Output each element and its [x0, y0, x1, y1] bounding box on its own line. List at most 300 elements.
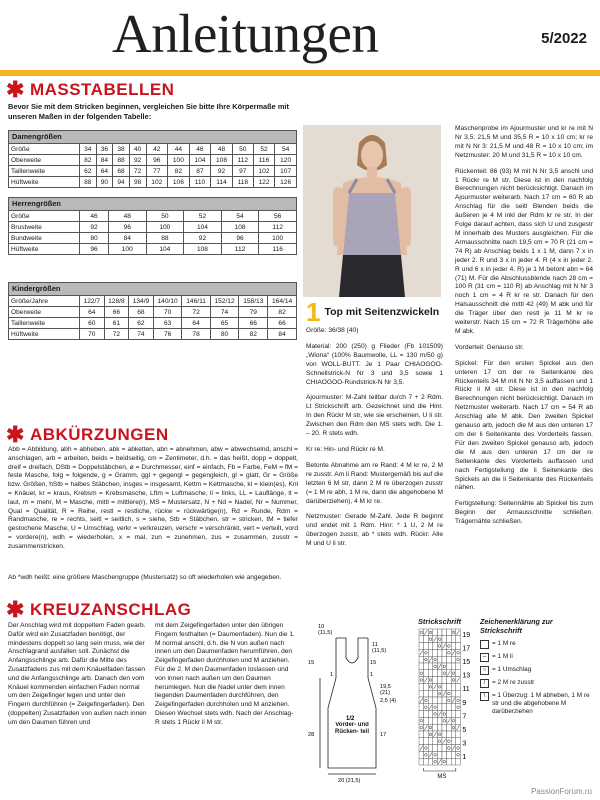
damen-cell: 64	[96, 166, 113, 177]
pattern-title: Top mit Seitenzwickeln	[324, 306, 440, 318]
chart-cell	[456, 731, 461, 738]
chart-cell	[437, 751, 442, 758]
chart-cell	[442, 717, 447, 724]
chart-cell	[437, 697, 442, 704]
pattern-caption	[306, 297, 440, 327]
kinder-row-label: Größe/Jahre	[9, 296, 80, 307]
damen-cell: 88	[80, 177, 97, 188]
herren-row-label: Bundweite	[9, 233, 80, 244]
chart-cell	[433, 663, 438, 670]
damen-cell: 46	[189, 144, 211, 155]
kinder-cell: 128/8	[104, 296, 129, 307]
chart-cell	[428, 663, 433, 670]
kinder-cell: 146/11	[182, 296, 210, 307]
pattern-netz: Netzmuster: Gerade M-Zahl. Jede R beginnt und endet mit 1 Rdm. Hinr: * 1 U, 2 M re überzogen zusstr, ab * stets wdh. Rückr: Alle M und U li str.	[306, 513, 443, 548]
herren-cell: 54	[221, 211, 259, 222]
chart-cell	[456, 711, 461, 718]
pattern-krre: Kr re: Hin- und Rückr re M.	[306, 445, 385, 453]
chart-cell	[447, 758, 452, 765]
chart-cell	[419, 724, 424, 731]
herren-cell: 80	[80, 233, 109, 244]
abkuerzungen-heading: ✱ ABKÜRZUNGEN	[6, 422, 169, 447]
chart-cell	[442, 629, 447, 636]
chart-row-number: 17	[462, 645, 471, 653]
model-illustration	[303, 125, 441, 297]
chart-cell	[437, 656, 442, 663]
pattern-fertig: Fertigstellung: Seitennähte ab Spickel bis zum Beginn der Armausschnitte schließen. Trägernähte schließen.	[455, 500, 593, 526]
pattern-size: Größe: 36/38 (40)	[306, 327, 359, 334]
chart-cell	[419, 751, 424, 758]
damen-cell: 40	[129, 144, 146, 155]
pattern-betonte: Betonte Abnahme am re Rand: 4 M kr re, 2 M re zusstr. Am li Rand: Mustergemäß bis auf die letzten 6 M str, dann 2 M re überzogen zusstr (= 1 M re abh, 1 M re, dann die abgehobene M darüberziehen), 4 M kr re.	[306, 461, 443, 505]
damen-cell: 102	[146, 177, 168, 188]
damen-cell: 50	[232, 144, 253, 155]
kinder-cell: 72	[182, 307, 210, 318]
chart-cell	[447, 724, 452, 731]
herren-cell: 88	[146, 233, 184, 244]
damen-cell: 62	[80, 166, 97, 177]
chart-cell	[424, 704, 429, 711]
damen-cell: 112	[232, 155, 253, 166]
chart-cell	[437, 690, 442, 697]
damen-row	[9, 166, 297, 177]
chart-cell	[437, 717, 442, 724]
chart-cell	[451, 656, 456, 663]
kinder-row	[9, 307, 297, 318]
chart-cell	[428, 724, 433, 731]
legend-symbol-icon: –	[480, 653, 489, 662]
chart-cell	[456, 738, 461, 745]
chart-cell	[419, 663, 424, 670]
damen-row	[9, 155, 297, 166]
legend-item	[480, 692, 594, 716]
damen-cell: 98	[129, 177, 146, 188]
pattern-vorderteil: Vorderteil: Genauso str.	[455, 343, 524, 351]
herren-size-table	[8, 210, 297, 255]
chart-cell	[424, 758, 429, 765]
schematic-diagram	[306, 618, 398, 784]
chart-cell	[451, 738, 456, 745]
herren-cell: 96	[108, 222, 146, 233]
damen-cell: 82	[168, 166, 190, 177]
kinder-row	[9, 329, 297, 340]
chart-cell	[442, 731, 447, 738]
damen-cell: 54	[275, 144, 297, 155]
kinder-cell: 82	[239, 329, 268, 340]
chart-cell	[451, 677, 456, 684]
schema-label: Vorder- und Rücken- teil	[334, 722, 369, 735]
chart-cell	[456, 758, 461, 765]
chart-cell	[428, 670, 433, 677]
chart-cell	[428, 731, 433, 738]
damen-cell: 68	[113, 166, 130, 177]
kinder-row-label: Oberweite	[9, 307, 80, 318]
damen-cell: 38	[113, 144, 130, 155]
chart-cell	[419, 629, 424, 636]
damen-cell: 102	[253, 166, 275, 177]
chart-cell	[456, 656, 461, 663]
damen-cell: 110	[189, 177, 211, 188]
damen-cell: 82	[80, 155, 97, 166]
masstabellen-heading: ✱ MASSTABELLEN	[6, 77, 175, 102]
damen-cell: 107	[275, 166, 297, 177]
schema-d15: 15	[308, 660, 315, 666]
kinder-cell: 74	[210, 307, 239, 318]
chart-cell	[424, 738, 429, 745]
damen-cell: 90	[96, 177, 113, 188]
chart-cell	[447, 663, 452, 670]
chart-cell	[437, 704, 442, 711]
schema-d28: 28	[308, 732, 315, 738]
kinder-cell: 134/9	[129, 296, 154, 307]
chart-cell	[447, 731, 452, 738]
strickschrift-title: Strickschrift	[418, 617, 462, 626]
kinder-cell: 80	[210, 329, 239, 340]
herren-cell: 50	[146, 211, 184, 222]
kinder-cell: 66	[239, 318, 268, 329]
chart-cell	[433, 724, 438, 731]
pattern-ajour: Ajourmuster: M-Zahl teilbar durch 7 + 2 Rdm. Lt Strickschrift arb. Gezeichnet sind die Hinr. In den Rückr M str, wie sie erscheinen, U li str. Zwischen den Rdm den MS stets wdh. Die 1. – 20. R stets wdh.	[306, 394, 443, 438]
damen-row-label: Hüftweite	[9, 177, 80, 188]
herren-table	[8, 197, 297, 255]
chart-cell	[447, 629, 452, 636]
damen-row-label: Taillenweite	[9, 166, 80, 177]
herren-cell: 100	[146, 222, 184, 233]
chart-cell	[442, 745, 447, 752]
chart-cell	[433, 717, 438, 724]
chart-cell	[451, 690, 456, 697]
damen-row	[9, 177, 297, 188]
chart-cell	[433, 677, 438, 684]
chart-cell	[424, 751, 429, 758]
chart-row-number: 9	[462, 699, 467, 707]
herren-cell: 92	[184, 233, 222, 244]
chart-cell	[456, 745, 461, 752]
kinder-cell: 78	[182, 329, 210, 340]
chart-row-number: 5	[462, 727, 467, 734]
chart-cell	[442, 656, 447, 663]
kinder-cell: 158/13	[239, 296, 268, 307]
herren-row-label: Brustweite	[9, 222, 80, 233]
legend-label: = 1 Umschlag	[492, 666, 532, 673]
chart-cell	[447, 677, 452, 684]
legend-item	[480, 640, 594, 649]
chart-cell	[437, 724, 442, 731]
chart-cell	[451, 758, 456, 765]
herren-cell: 112	[221, 244, 259, 255]
damen-cell: 120	[275, 155, 297, 166]
chart-cell	[456, 683, 461, 690]
legend-symbol-icon: /	[480, 679, 489, 688]
damen-cell: 88	[113, 155, 130, 166]
damen-cell: 114	[211, 177, 233, 188]
chart-cell	[451, 670, 456, 677]
chart-cell	[447, 697, 452, 704]
schema-d25: 2,5 (4)	[380, 698, 397, 704]
chart-cell	[424, 690, 429, 697]
chart-cell	[447, 656, 452, 663]
damen-row	[9, 144, 297, 155]
chart-cell	[428, 697, 433, 704]
pattern-number: 1	[306, 297, 321, 327]
chart-row-number: 11	[462, 686, 470, 694]
herren-cell: 116	[259, 244, 297, 255]
chart-cell	[419, 656, 424, 663]
chart-cell	[433, 751, 438, 758]
pattern-material: Material: 200 (250) g Flieder (Fb 101509) „Wiona“ (100% Baumwolle, LL = 130 m/50 g) von WOLL-BUTT. Je 1 Paar CHIAOGOO-Schnellstrick-N Nr 3 und 3,5 sowie 1 CHIAOGOO-Rundstrick-N Nr 3,5.	[306, 342, 443, 386]
damen-table-title: Damengrößen	[8, 130, 297, 143]
schema-top-right: (11,5)	[318, 630, 333, 636]
damen-cell: 100	[168, 155, 190, 166]
kinder-size-table	[8, 295, 297, 340]
chart-cell	[433, 629, 438, 636]
kinder-cell: 70	[80, 329, 105, 340]
damen-cell: 92	[211, 166, 233, 177]
chart-cell	[419, 670, 424, 677]
chart-cell	[419, 717, 424, 724]
chart-cell	[451, 683, 456, 690]
chart-cell	[419, 738, 424, 745]
chart-cell	[442, 663, 447, 670]
kinder-cell: 65	[210, 318, 239, 329]
damen-cell: 104	[189, 155, 211, 166]
chart-cell	[456, 636, 461, 643]
kinder-cell: 66	[104, 307, 129, 318]
herren-cell: 108	[221, 222, 259, 233]
chart-cell	[451, 717, 456, 724]
footer-watermark: PassionForum.ru	[531, 787, 592, 796]
page-title: Anleitungen	[112, 3, 379, 64]
schema-d15b: 15	[370, 660, 377, 666]
strickschrift-chart	[418, 628, 474, 788]
chart-cell	[442, 751, 447, 758]
chart-cell	[419, 758, 424, 765]
damen-cell: 87	[189, 166, 211, 177]
chart-cell	[433, 649, 438, 656]
chart-cell	[447, 745, 452, 752]
kinder-row	[9, 318, 297, 329]
chart-cell	[433, 656, 438, 663]
herren-cell: 52	[184, 211, 222, 222]
chart-cell	[442, 704, 447, 711]
chart-cell	[419, 731, 424, 738]
chart-row-number: 1	[462, 754, 467, 762]
pattern-right-column	[455, 125, 593, 534]
header-rule	[0, 70, 600, 76]
kinder-cell: 84	[268, 329, 297, 340]
schema-dim-11: 11	[372, 642, 378, 648]
herren-cell: 104	[146, 244, 184, 255]
schema-d1: 1	[330, 672, 334, 678]
chart-cell	[451, 731, 456, 738]
chart-cell	[437, 731, 442, 738]
chart-cell	[442, 636, 447, 643]
chart-cell	[447, 711, 452, 718]
herren-cell: 92	[80, 222, 109, 233]
damen-cell: 84	[96, 155, 113, 166]
legend-label: = 2 M re zusstr	[492, 679, 535, 686]
chart-cell	[419, 711, 424, 718]
kinder-cell: 164/14	[268, 296, 297, 307]
herren-cell: 100	[108, 244, 146, 255]
chart-cell	[437, 738, 442, 745]
kinder-cell: 68	[129, 307, 154, 318]
chart-cell	[437, 677, 442, 684]
chart-cell	[424, 656, 429, 663]
chart-cell	[428, 738, 433, 745]
herren-cell: 96	[221, 233, 259, 244]
damen-row-label: Oberweite	[9, 155, 80, 166]
legend-item	[480, 653, 594, 662]
chart-cell	[419, 704, 424, 711]
kinder-cell: 70	[153, 307, 182, 318]
kinder-cell: 64	[80, 307, 105, 318]
chart-ms-label: MS	[437, 774, 447, 780]
chart-cell	[419, 636, 424, 643]
herren-row-label: Größe	[9, 211, 80, 222]
chart-cell	[419, 677, 424, 684]
schema-d21: (21)	[380, 690, 390, 696]
chart-cell	[447, 649, 452, 656]
chart-cell	[456, 643, 461, 650]
kinder-cell: 82	[268, 307, 297, 318]
chart-cell	[424, 663, 429, 670]
chart-cell	[447, 704, 452, 711]
chart-cell	[428, 711, 433, 718]
chart-cell	[442, 711, 447, 718]
damen-cell: 44	[168, 144, 190, 155]
chart-cell	[456, 697, 461, 704]
chart-cell	[451, 629, 456, 636]
herren-row-label: Hüftweite	[9, 244, 80, 255]
kinder-cell: 64	[182, 318, 210, 329]
chart-cell	[424, 670, 429, 677]
chart-cell	[451, 643, 456, 650]
herren-row	[9, 222, 297, 233]
kinder-cell: 62	[129, 318, 154, 329]
chart-row-number: 13	[462, 672, 471, 680]
damen-cell: 108	[211, 155, 233, 166]
chart-cell	[451, 724, 456, 731]
kreuzanschlag-col1: Der Anschlag wird mit doppeltem Faden gearb. Dafür wird ein Zusatzfaden benötigt, der mindestens doppelt so lang sein muss, wie der Anschlagrand ausfallen soll. Zunächst die Anfangsschlinge arb. Dafür die Mitte des Zusatzfadens zus mit dem Knäuelfaden fassen und die Anfangsschlinge arb. Danach den vom Knäuel kommenden einfachen Faden normal um den Zeigefinger legen und unter den Fingern durchführen (= Zeigefingerfaden). Den (doppelten) Zusatzfaden von außen nach innen um den Daumen führen und	[8, 622, 147, 726]
chart-cell	[424, 697, 429, 704]
legend-label: = 1 Überzug: 1 M abheben, 1 M re str und die abgehobene M darüberziehen	[492, 692, 590, 715]
kinder-row-label: Hüftweite	[9, 329, 80, 340]
herren-cell: 104	[184, 222, 222, 233]
legend-item	[480, 679, 594, 688]
chart-cell	[419, 690, 424, 697]
damen-cell: 36	[96, 144, 113, 155]
kinder-row	[9, 296, 297, 307]
chart-cell	[433, 745, 438, 752]
damen-cell: 48	[211, 144, 233, 155]
chart-cell	[433, 738, 438, 745]
schema-d17: 17	[380, 732, 387, 738]
chart-cell	[428, 643, 433, 650]
legend-symbol-icon	[480, 640, 489, 649]
chart-cell	[437, 670, 442, 677]
chart-cell	[433, 697, 438, 704]
schema-top-left: 10	[318, 624, 325, 630]
chart-cell	[424, 643, 429, 650]
chart-cell	[447, 738, 452, 745]
damen-cell: 34	[80, 144, 97, 155]
herren-cell: 56	[259, 211, 297, 222]
herren-cell: 100	[259, 233, 297, 244]
chart-cell	[428, 745, 433, 752]
chart-grid	[419, 629, 460, 765]
issue-number: 5/2022	[541, 30, 587, 47]
herren-table-title: Herrengrößen	[8, 197, 297, 210]
chart-cell	[456, 704, 461, 711]
chart-ms-bracket	[424, 768, 456, 771]
chart-row-number: 19	[462, 631, 471, 639]
asterisk-icon: ✱	[6, 77, 25, 102]
damen-cell: 118	[232, 177, 253, 188]
kinder-cell: 72	[104, 329, 129, 340]
herren-cell: 84	[108, 233, 146, 244]
damen-cell: 52	[253, 144, 275, 155]
chart-cell	[456, 670, 461, 677]
chart-cell	[437, 636, 442, 643]
chart-row-number: 3	[462, 740, 467, 748]
abkuerzungen-note: Ab *wdh heißt: eine größere Maschengruppe (Mustersatz) so oft wiederholen wie angegeben.	[8, 574, 282, 581]
chart-cell	[442, 724, 447, 731]
chart-cell	[437, 629, 442, 636]
herren-row	[9, 211, 297, 222]
herren-cell: 108	[184, 244, 222, 255]
herren-row	[9, 233, 297, 244]
damen-table	[8, 130, 297, 188]
pattern-spickel: Spickel: Für den ersten Spickel aus den unteren 17 cm der re Seitenkante des Rückenteils 34 M mit N Nr 3,5 auffassen und 1 Rückr li M str. Diese ist in den nachfolg Berechnungen nicht berücksichtigt. Danach im Netzmuster weiterarb. Nach 17 cm = 54 R ab Anschlag alle M abk. Den zweiten Spickel genauso arb, jedoch die M aus den unteren 17 cm der li Seitenkante des Vorderteils fassen. Für den zweiten Spickel genauso arb, jedoch die M aus den unteren 17 cm der re Seitenkante des Vorderteils auffassen und nach Fertigstellung die li Seitenkante des Spickels an die li Seitenkante des Rückenteils nähen.	[455, 359, 593, 492]
chart-cell	[424, 649, 429, 656]
schema-d1b: 1	[370, 672, 374, 678]
schema-dim-115: (11,5)	[372, 648, 387, 654]
legend-item	[480, 666, 594, 675]
chart-cell	[424, 717, 429, 724]
chart-cell	[456, 690, 461, 697]
legend-list	[480, 640, 594, 720]
chart-cell	[428, 636, 433, 643]
pattern-maschenprobe: Maschenprobe im Ajourmuster und kr re mit N Nr 3,5: 21,5 M und 35,5 R = 10 x 10 cm; kr re mit N Nr 3: 21,5 M und 48 R = 10 x 10 cm; im Netzmuster: 20 M und 31,5 R = 10 x 10 cm.	[455, 125, 593, 159]
chart-cell	[447, 683, 452, 690]
chart-cell	[451, 704, 456, 711]
chart-cell	[456, 751, 461, 758]
kinder-cell: 140/10	[153, 296, 182, 307]
chart-cell	[437, 683, 442, 690]
chart-cell	[428, 758, 433, 765]
model-photo	[303, 125, 441, 297]
damen-cell: 92	[129, 155, 146, 166]
damen-cell: 126	[275, 177, 297, 188]
damen-cell: 72	[129, 166, 146, 177]
herren-cell: 112	[259, 222, 297, 233]
kinder-cell: 60	[80, 318, 105, 329]
masstabellen-intro: Bevor Sie mit dem Stricken beginnen, vergleichen Sie bitte Ihre Körpermaße mit unseren Maßen in der folgenden Tabelle:	[8, 102, 289, 121]
schema-half: 1/2	[346, 716, 355, 722]
chart-cell	[442, 758, 447, 765]
chart-cell	[433, 690, 438, 697]
herren-row	[9, 244, 297, 255]
chart-cell	[451, 711, 456, 718]
chart-row-number: 7	[462, 713, 467, 721]
chart-cell	[433, 711, 438, 718]
kinder-table	[8, 282, 297, 340]
chart-cell	[433, 670, 438, 677]
chart-cell	[428, 717, 433, 724]
abkuerzungen-text: Abb = Abbildung, abh = abheben, abk = abketten, abn = abnehmen, abw = abwechselnd, anschl = anschlagen, arb = arbeiten, beids = beidseitig, cm = Zentimeter, d.h. = das heißt, dopp = doppelt, dreif = dreifach, DStb = Doppelstäbchen, ø = Durchmesser, einf = einfach, Fb = Farbe, FeM = fM = feste Masche, folg = folgende, g = Gramm, ggl + gegengl = gegengleich, gl = glatt, Gr = Größe bzw. Größen, hStb = halbes Stäbchen, insges = insgesamt, Kettm = Kettmasche, kl = klein(es), Knl = Knäuel, kr = kraus, Krebsm = Krebsmasche, Lftm = Luftmasche, li = links, LL = Lauflänge, lt = laut, m = mehr, M = Masche, mittl = mittlere(r), MS = Mustersatz, N + Nd = Nadel, Nr = Nummer, Qual = Qualität, R = Reihe, restl = restliche, rückw = rückwärtige(n), Rd = Runde, Rdm = Randmasche, re = rechts, seitl = seitlich, s = siehe, Stb = Stäbchen, str = stricken, tM = tiefer gestochene Masche, U = Umschlag, verkr = verkreuzen, verschr = verschränkt, vert = verteilt, vord = vordere(n), wdh = wiederholen, x = mal, zun = zunehmen, zus = zusammen, zusstr = zusammenstricken.	[8, 446, 298, 550]
kinder-cell: 63	[153, 318, 182, 329]
